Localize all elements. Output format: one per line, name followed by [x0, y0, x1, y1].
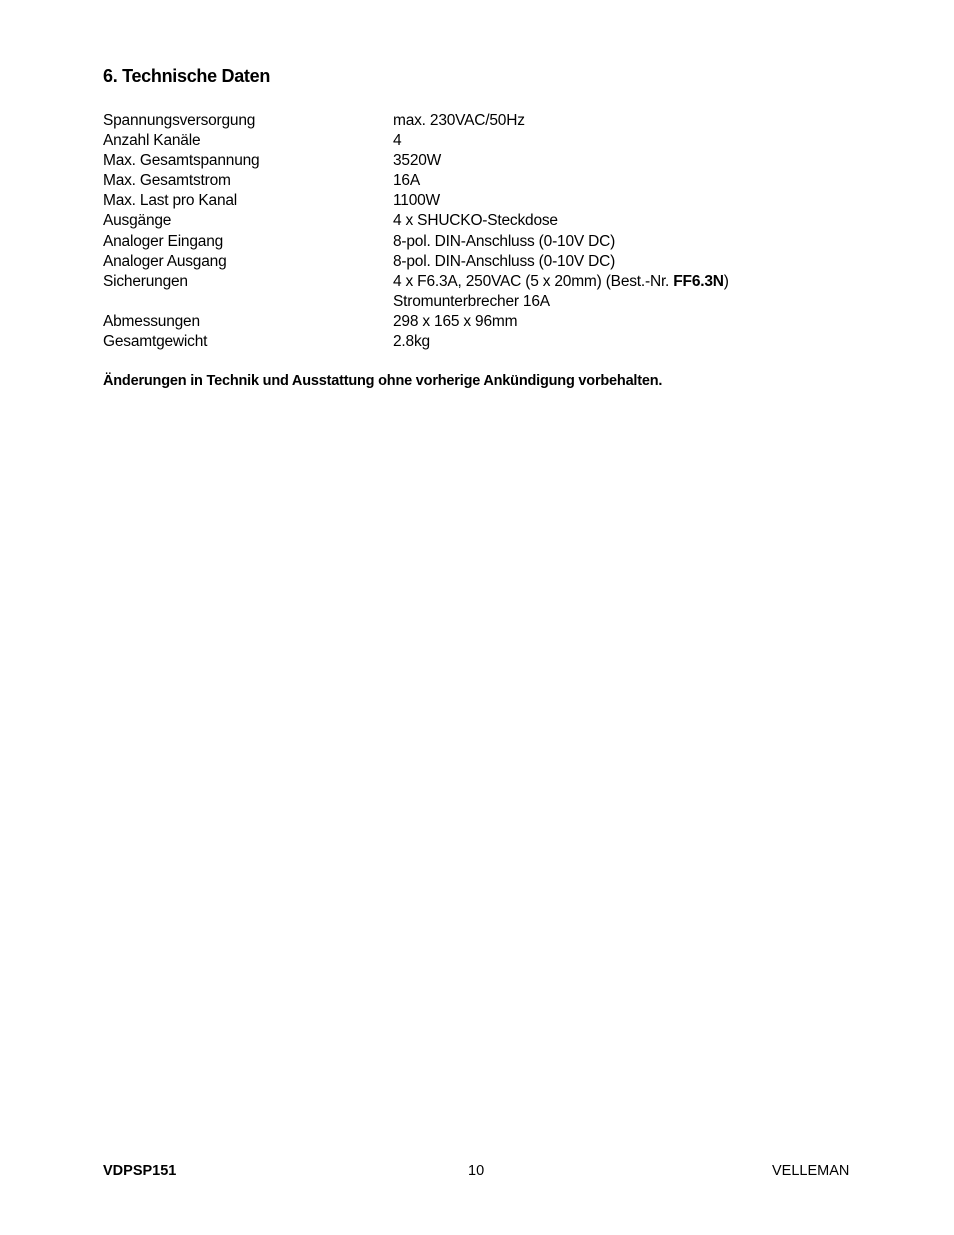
- spec-label: Max. Last pro Kanal: [103, 192, 238, 210]
- spec-value: [393, 272, 803, 312]
- spec-row-power-supply: [103, 111, 803, 131]
- spec-row-analog-input: [103, 232, 803, 252]
- spec-row-outputs: [103, 211, 803, 231]
- spec-value: 3520W: [393, 152, 442, 170]
- spec-label: Sicherungen: [103, 272, 188, 290]
- spec-label: Abmessungen: [103, 312, 200, 330]
- spec-label: Analoger Ausgang: [103, 252, 227, 270]
- spec-row-channels: [103, 131, 803, 151]
- footer-brand: VELLEMAN: [772, 1163, 850, 1179]
- spec-row-total-current: [103, 171, 803, 191]
- spec-label: Max. Gesamtspannung: [103, 152, 260, 170]
- spec-value: 8-pol. DIN-Anschluss (0-10V DC): [393, 252, 616, 270]
- spec-label: Max. Gesamtstrom: [103, 172, 231, 190]
- spec-row-total-power: [103, 151, 803, 171]
- spec-table: [103, 111, 803, 352]
- spec-row-weight: [103, 332, 803, 352]
- spec-value: 8-pol. DIN-Anschluss (0-10V DC): [393, 232, 616, 250]
- circuit-breaker-spec: Stromunterbrecher 16A: [393, 292, 550, 310]
- section-title: 6. Technische Daten: [103, 66, 271, 86]
- spec-label: Analoger Eingang: [103, 232, 224, 250]
- spec-value: 4: [393, 132, 402, 150]
- fuse-spec-line: [393, 272, 803, 292]
- change-notice: Änderungen in Technik und Ausstattung ohne vorherige Ankündigung vorbehalten.: [103, 373, 663, 389]
- footer-page-number: 10: [468, 1163, 485, 1179]
- spec-row-max-load-per-channel: [103, 191, 803, 211]
- spec-row-fuses: [103, 272, 803, 312]
- fuse-spec-text: 4 x F6.3A, 250VAC (5 x 20mm) (Best.-Nr.: [393, 272, 674, 290]
- spec-label: Spannungsversorgung: [103, 112, 256, 129]
- spec-label: Gesamtgewicht: [103, 333, 208, 351]
- spec-value: 2.8kg: [393, 333, 430, 351]
- spec-label: Anzahl Kanäle: [103, 132, 201, 150]
- spec-value: 4 x SHUCKO-Steckdose: [393, 212, 558, 230]
- fuse-spec-suffix: ): [723, 272, 729, 290]
- spec-row-analog-output: [103, 252, 803, 272]
- spec-value: max. 230VAC/50Hz: [393, 112, 525, 129]
- fuse-part-number: FF6.3N: [673, 272, 724, 290]
- footer-model: VDPSP151: [103, 1163, 177, 1179]
- spec-value: 16A: [393, 172, 420, 190]
- spec-row-dimensions: [103, 312, 803, 332]
- spec-value: 298 x 165 x 96mm: [393, 312, 518, 330]
- spec-label: Ausgänge: [103, 212, 172, 230]
- spec-value: 1100W: [393, 192, 440, 210]
